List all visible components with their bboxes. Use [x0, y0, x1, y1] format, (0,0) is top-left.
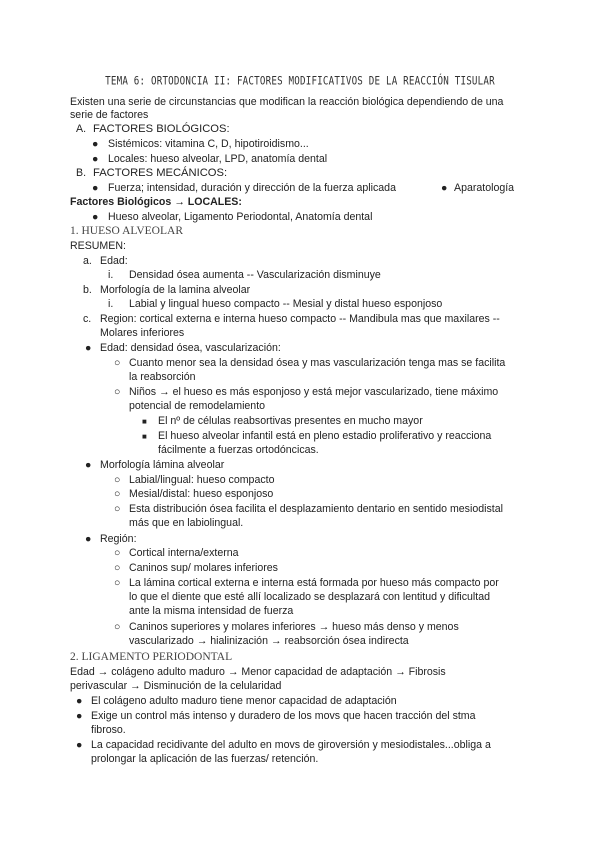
circle-marker: ○: [114, 357, 121, 369]
list-item: Cuanto menor sea la densidad ósea y mas vascularización tenga mas se facilita: [129, 357, 506, 369]
marker-i: i.: [108, 298, 114, 310]
list-item: Edad:: [100, 255, 128, 267]
heading-ligamento-periodontal: 2. LIGAMENTO PERIODONTAL: [70, 651, 233, 663]
list-item: Molares inferiores: [100, 327, 185, 339]
bullet-marker: ●: [85, 342, 92, 354]
list-item: Edad: densidad ósea, vascularización:: [100, 342, 281, 354]
circle-marker: ○: [114, 577, 121, 589]
section-a-heading: FACTORES BIOLÓGICOS:: [93, 123, 230, 135]
marker-B: B.: [76, 167, 87, 179]
list-item: prolongar la aplicación de las fuerzas/ retención.: [91, 753, 319, 765]
intro-line-1: Existen una serie de circunstancias que modifican la reacción biológica dependiendo de una: [70, 96, 504, 108]
list-item: Region: cortical externa e interna hueso compacto -- Mandibula mas que maxilares --: [100, 313, 500, 325]
list-item: El hueso alveolar infantil está en pleno estadio proliferativo y reacciona: [158, 430, 492, 442]
marker-c: c.: [83, 313, 92, 325]
list-item: La capacidad recidivante del adulto en movs de giroversión y mesiodistales...obliga a: [91, 739, 491, 751]
circle-marker: ○: [114, 562, 121, 574]
list-item: vascularizado → hialinización → reabsorción ósea indirecta: [129, 635, 409, 647]
list-item: Esta distribución ósea facilita el desplazamiento dentario en sentido mesiodistal: [129, 503, 503, 515]
marker-A: A.: [76, 123, 87, 135]
list-item: Niños → el hueso es más esponjoso y está mejor vascularizado, tiene máximo: [129, 386, 499, 398]
bullet-marker: ●: [92, 182, 99, 194]
circle-marker: ○: [114, 386, 121, 398]
square-marker: ■: [142, 432, 147, 441]
list-item: fibroso.: [91, 724, 126, 736]
bullet-marker: ●: [85, 533, 92, 545]
list-item: la reabsorción: [129, 371, 196, 383]
bullet-marker: ●: [92, 138, 99, 150]
list-item: Morfología de la lamina alveolar: [100, 284, 251, 296]
list-item: Densidad ósea aumenta -- Vascularización disminuye: [129, 269, 381, 281]
list-item: lo que el diente que esté allí localizado se desplazará con lentitud y dificultad: [129, 591, 491, 603]
locales-heading: Factores Biológicos → LOCALES:: [70, 196, 242, 208]
heading-hueso-alveolar: 1. HUESO ALVEOLAR: [70, 225, 183, 237]
bullet-marker: ●: [76, 739, 83, 751]
circle-marker: ○: [114, 474, 121, 486]
circle-marker: ○: [114, 488, 121, 500]
list-item: Exige un control más intenso y duradero de los movs que hacen tracción del stma: [91, 710, 476, 722]
bullet-marker: ●: [441, 182, 448, 194]
paragraph-line: perivascular → Disminución de la celularidad: [70, 680, 282, 692]
list-item: Mesial/distal: hueso esponjoso: [129, 488, 274, 500]
list-item: Labial/lingual: hueso compacto: [129, 474, 275, 486]
list-item: Caninos sup/ molares inferiores: [129, 562, 278, 574]
list-item: Locales: hueso alveolar, LPD, anatomía dental: [108, 153, 328, 165]
marker-a: a.: [83, 255, 92, 267]
list-item: Cortical interna/externa: [129, 547, 239, 559]
list-item: Hueso alveolar, Ligamento Periodontal, Anatomía dental: [108, 211, 373, 223]
square-marker: ■: [142, 417, 147, 426]
list-item: El nº de células reabsortivas presentes en mucho mayor: [158, 415, 423, 427]
bullet-marker: ●: [76, 710, 83, 722]
list-item: más que en labiolingual.: [129, 517, 244, 529]
circle-marker: ○: [114, 503, 121, 515]
marker-i: i.: [108, 269, 114, 281]
intro-line-2: serie de factores: [70, 109, 149, 121]
list-item: Aparatología: [454, 182, 515, 194]
list-item: potencial de remodelamiento: [129, 400, 266, 412]
list-item: Fuerza; intensidad, duración y dirección de la fuerza aplicada: [108, 182, 396, 194]
list-item: Labial y lingual hueso compacto -- Mesial y distal hueso esponjoso: [129, 298, 443, 310]
list-item: Morfología lámina alveolar: [100, 459, 225, 471]
bullet-marker: ●: [76, 695, 83, 707]
list-item: Sistémicos: vitamina C, D, hipotiroidismo...: [108, 138, 309, 150]
bullet-marker: ●: [92, 153, 99, 165]
list-item: El colágeno adulto maduro tiene menor capacidad de adaptación: [91, 695, 397, 707]
paragraph-line: Edad → colágeno adulto maduro → Menor capacidad de adaptación → Fibrosis: [70, 666, 446, 678]
marker-b: b.: [83, 284, 92, 296]
section-b-heading: FACTORES MECÁNICOS:: [93, 167, 228, 179]
list-item: ante la misma intensidad de fuerza: [129, 605, 294, 617]
list-item: La lámina cortical externa e interna está formada por hueso más compacto por: [129, 577, 499, 589]
circle-marker: ○: [114, 547, 121, 559]
bullet-marker: ●: [85, 459, 92, 471]
circle-marker: ○: [114, 621, 121, 633]
resumen-label: RESUMEN:: [70, 240, 126, 252]
page-title: TEMA 6: ORTODONCIA II: FACTORES MODIFICATIVOS DE LA REACCIÓN TISULAR: [105, 74, 495, 89]
bullet-marker: ●: [92, 211, 99, 223]
list-item: fácilmente a fuerzas ortodóncicas.: [158, 444, 319, 456]
list-item: Región:: [100, 533, 137, 545]
list-item: Caninos superiores y molares inferiores → hueso más denso y menos: [129, 621, 459, 633]
